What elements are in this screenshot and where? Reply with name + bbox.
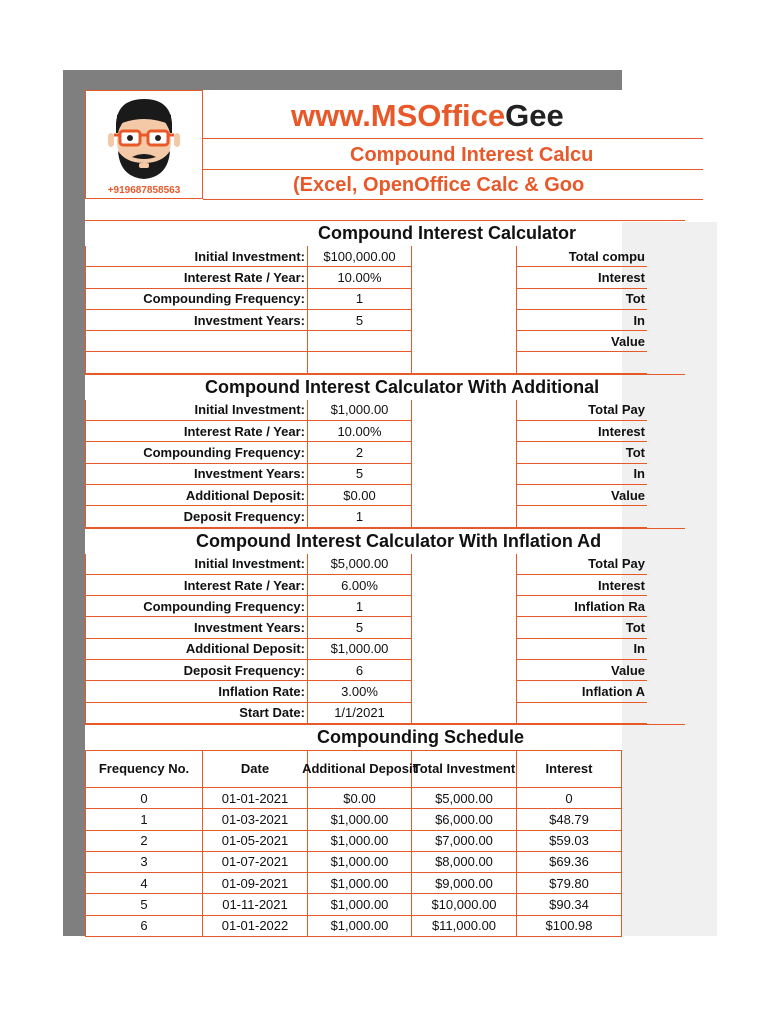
table-cell[interactable]: 6 — [85, 916, 203, 937]
field-label: Start Date: — [85, 703, 308, 724]
result-label: Total Pay — [517, 554, 647, 575]
input-row — [85, 331, 685, 352]
spreadsheet-page — [85, 90, 645, 936]
calculator-grid — [85, 220, 685, 937]
header-divider — [203, 199, 703, 200]
spacer-cell — [412, 289, 517, 310]
table-cell[interactable]: 01-03-2021 — [203, 809, 308, 830]
field-value-cell[interactable] — [308, 331, 412, 352]
spacer-cell — [412, 681, 517, 702]
section-title: Compound Interest Calculator — [318, 223, 577, 243]
result-label: In — [517, 464, 647, 485]
header-divider — [203, 138, 703, 139]
logo — [85, 90, 203, 199]
spacer-cell — [412, 485, 517, 506]
site-title-dark: Gee — [505, 98, 564, 133]
header-subtitle: Compound Interest Calcu — [350, 144, 594, 166]
input-row — [85, 506, 685, 527]
field-label: Initial Investment: — [85, 554, 308, 575]
table-row — [85, 873, 685, 894]
table-cell[interactable]: $10,000.00 — [412, 894, 517, 915]
result-label: Value — [517, 660, 647, 681]
schedule-title: Compounding Schedule — [317, 726, 524, 747]
result-label: Value — [517, 485, 647, 506]
field-value-cell[interactable]: 3.00% — [308, 681, 412, 702]
table-cell[interactable]: $100.98 — [517, 916, 622, 937]
result-label: Interest — [517, 267, 647, 288]
field-label: Investment Years: — [85, 464, 308, 485]
result-label: Interest — [517, 575, 647, 596]
result-label: Total Pay — [517, 400, 647, 421]
section-title: Compound Interest Calculator With Additional — [205, 376, 600, 397]
field-label: Additional Deposit: — [85, 485, 308, 506]
spacer-cell — [412, 421, 517, 442]
result-label: Inflation Ra — [517, 596, 647, 617]
table-cell[interactable]: $1,000.00 — [308, 831, 412, 852]
spacer-cell — [412, 554, 517, 575]
schedule-header-row — [85, 750, 685, 788]
field-label: Investment Years: — [85, 617, 308, 638]
field-label: Investment Years: — [85, 310, 308, 331]
page-header — [85, 90, 685, 200]
table-cell[interactable]: $7,000.00 — [412, 831, 517, 852]
field-value-cell[interactable]: 2 — [308, 442, 412, 463]
table-cell[interactable]: $1,000.00 — [308, 873, 412, 894]
field-value-cell[interactable]: $100,000.00 — [308, 246, 412, 267]
field-value-cell[interactable]: 10.00% — [308, 421, 412, 442]
result-label: Tot — [517, 289, 647, 310]
field-value-cell[interactable]: 1 — [308, 289, 412, 310]
field-label: Deposit Frequency: — [85, 660, 308, 681]
table-cell[interactable]: 0 — [517, 788, 622, 809]
spacer-cell — [412, 442, 517, 463]
column-header: Interest — [517, 750, 622, 788]
sheet-margin-left — [63, 222, 85, 936]
table-cell[interactable]: 1 — [85, 809, 203, 830]
phone-number: +919687858563 — [107, 185, 181, 196]
spacer-cell — [412, 506, 517, 527]
table-cell[interactable]: $59.03 — [517, 831, 622, 852]
table-cell[interactable]: 5 — [85, 894, 203, 915]
table-cell[interactable]: 0 — [85, 788, 203, 809]
field-value-cell[interactable]: 10.00% — [308, 267, 412, 288]
field-label — [85, 331, 308, 352]
field-value-cell[interactable]: 5 — [308, 617, 412, 638]
spacer-cell — [412, 639, 517, 660]
field-label: Initial Investment: — [85, 400, 308, 421]
column-header: Additional Deposit — [308, 750, 412, 788]
input-row — [85, 442, 685, 463]
input-row — [85, 639, 685, 660]
table-row — [85, 788, 685, 809]
field-value-cell[interactable]: 1 — [308, 506, 412, 527]
result-label: Total compu — [517, 246, 647, 267]
input-row — [85, 703, 685, 724]
spacer-cell — [412, 267, 517, 288]
spacer-cell — [412, 246, 517, 267]
field-value-cell[interactable]: $1,000.00 — [308, 400, 412, 421]
table-row — [85, 852, 685, 873]
result-label: Value — [517, 331, 647, 352]
table-cell[interactable]: $69.36 — [517, 852, 622, 873]
spacer-cell — [412, 331, 517, 352]
input-row — [85, 246, 685, 267]
field-label: Interest Rate / Year: — [85, 575, 308, 596]
field-value-cell[interactable]: $1,000.00 — [308, 639, 412, 660]
section-title-row — [85, 220, 685, 246]
result-label — [517, 352, 647, 373]
input-row — [85, 554, 685, 575]
field-label: Compounding Frequency: — [85, 442, 308, 463]
input-row — [85, 267, 685, 288]
spacer-cell — [412, 660, 517, 681]
result-label: Interest — [517, 421, 647, 442]
input-row — [85, 310, 685, 331]
input-row — [85, 421, 685, 442]
field-label: Compounding Frequency: — [85, 289, 308, 310]
field-label — [85, 352, 308, 373]
input-row — [85, 596, 685, 617]
table-cell[interactable]: 01-09-2021 — [203, 873, 308, 894]
table-cell[interactable]: $1,000.00 — [308, 894, 412, 915]
column-header: Frequency No. — [85, 750, 203, 788]
table-cell[interactable]: 4 — [85, 873, 203, 894]
field-label: Interest Rate / Year: — [85, 267, 308, 288]
site-title[interactable] — [291, 98, 564, 134]
section-title-row — [85, 528, 685, 554]
field-label: Inflation Rate: — [85, 681, 308, 702]
table-cell[interactable]: 01-05-2021 — [203, 831, 308, 852]
table-row — [85, 809, 685, 830]
column-header: Date — [203, 750, 308, 788]
field-label: Compounding Frequency: — [85, 596, 308, 617]
spacer-cell — [412, 464, 517, 485]
table-cell[interactable]: $79.80 — [517, 873, 622, 894]
field-label: Initial Investment: — [85, 246, 308, 267]
input-row — [85, 681, 685, 702]
site-title-orange: www.MSOffice — [291, 98, 506, 133]
field-label: Deposit Frequency: — [85, 506, 308, 527]
table-cell[interactable]: $11,000.00 — [412, 916, 517, 937]
table-cell[interactable]: $9,000.00 — [412, 873, 517, 894]
table-cell[interactable]: 01-07-2021 — [203, 852, 308, 873]
table-cell[interactable]: 2 — [85, 831, 203, 852]
field-value-cell[interactable]: 6 — [308, 660, 412, 681]
section-title-row — [85, 374, 685, 400]
spacer-cell — [412, 617, 517, 638]
result-label: Tot — [517, 617, 647, 638]
field-label: Interest Rate / Year: — [85, 421, 308, 442]
result-label: In — [517, 310, 647, 331]
field-value-cell[interactable] — [308, 352, 412, 373]
result-label — [517, 703, 647, 724]
table-cell[interactable]: 3 — [85, 852, 203, 873]
field-value-cell[interactable]: $0.00 — [308, 485, 412, 506]
table-cell[interactable]: 01-01-2022 — [203, 916, 308, 937]
input-row — [85, 660, 685, 681]
result-label: In — [517, 639, 647, 660]
field-value-cell[interactable]: $5,000.00 — [308, 554, 412, 575]
header-tagline: (Excel, OpenOffice Calc & Goo — [293, 174, 585, 196]
field-label: Additional Deposit: — [85, 639, 308, 660]
input-row — [85, 289, 685, 310]
spacer-cell — [412, 703, 517, 724]
input-row — [85, 485, 685, 506]
result-label: Inflation A — [517, 681, 647, 702]
spacer-cell — [412, 596, 517, 617]
spacer-cell — [412, 310, 517, 331]
table-cell[interactable]: $1,000.00 — [308, 916, 412, 937]
table-cell[interactable]: 01-11-2021 — [203, 894, 308, 915]
result-label: Tot — [517, 442, 647, 463]
table-cell[interactable]: $0.00 — [308, 788, 412, 809]
input-row — [85, 352, 685, 373]
header-divider — [203, 169, 703, 170]
table-cell[interactable]: $1,000.00 — [308, 809, 412, 830]
table-cell[interactable]: $90.34 — [517, 894, 622, 915]
section-title: Compound Interest Calculator With Inflation Ad — [196, 530, 602, 551]
spacer-cell — [412, 575, 517, 596]
table-cell[interactable]: $8,000.00 — [412, 852, 517, 873]
spacer-cell — [412, 400, 517, 421]
bearded-man-with-glasses-icon — [86, 93, 202, 183]
input-row — [85, 617, 685, 638]
field-value-cell[interactable]: 1/1/2021 — [308, 703, 412, 724]
field-value-cell[interactable]: 5 — [308, 310, 412, 331]
input-row — [85, 575, 685, 596]
schedule-title-row — [85, 724, 685, 750]
table-row — [85, 831, 685, 852]
result-label — [517, 506, 647, 527]
column-header: Total Investment — [412, 750, 517, 788]
table-cell[interactable]: 01-01-2021 — [203, 788, 308, 809]
table-cell[interactable]: $6,000.00 — [412, 809, 517, 830]
table-cell[interactable]: $48.79 — [517, 809, 622, 830]
table-row — [85, 894, 685, 915]
table-cell[interactable]: $5,000.00 — [412, 788, 517, 809]
field-value-cell[interactable]: 5 — [308, 464, 412, 485]
field-value-cell[interactable]: 6.00% — [308, 575, 412, 596]
spacer-cell — [412, 352, 517, 373]
table-cell[interactable]: $1,000.00 — [308, 852, 412, 873]
table-row — [85, 916, 685, 937]
input-row — [85, 464, 685, 485]
input-row — [85, 400, 685, 421]
field-value-cell[interactable]: 1 — [308, 596, 412, 617]
